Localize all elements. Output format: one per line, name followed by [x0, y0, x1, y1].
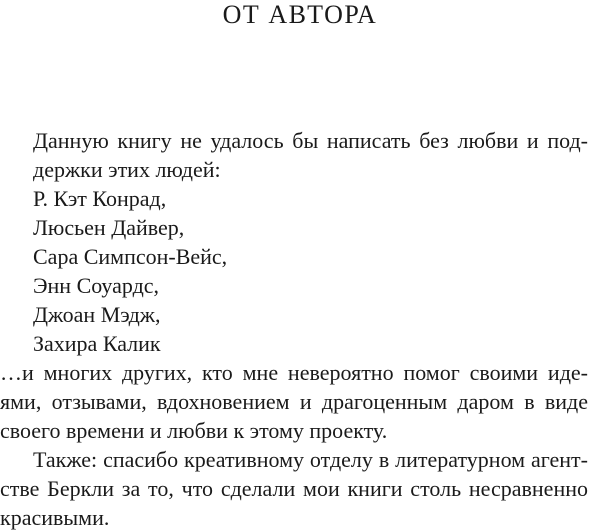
page-heading: ОТ АВТОРА — [222, 0, 378, 29]
name-item: Захира Калик — [33, 331, 161, 356]
names-list — [33, 184, 588, 358]
name-item: Р. Кэт Конрад, — [33, 186, 167, 211]
name-item: Энн Соуардс, — [33, 273, 160, 298]
text-line: держки этих людей: — [33, 157, 221, 182]
text-line: Также: спасибо креативному отделу в литературном агент- — [33, 447, 588, 472]
intro-paragraph — [33, 126, 588, 184]
text-line: стве Беркли за то, что сделали мои книги столь несравненно — [0, 476, 588, 501]
text-line: красивыми. — [0, 505, 110, 530]
text-line: своего времени и любви к этому проекту. — [0, 418, 388, 443]
text-line: …и многих других, кто мне невероятно помог своими иде- — [0, 360, 588, 385]
text-line: ями, отзывами, вдохновением и драгоценным даром в виде — [0, 389, 588, 414]
acknowledgements-text — [0, 126, 588, 532]
name-item: Джоан Мэдж, — [33, 302, 161, 327]
name-item: Люсьен Дайвер, — [33, 215, 185, 240]
thanks-paragraph — [0, 445, 588, 532]
others-paragraph — [0, 358, 588, 445]
text-line: Данную книгу не удалось бы написать без любви и под- — [33, 128, 588, 153]
name-item: Сара Симпсон-Вейс, — [33, 244, 228, 269]
